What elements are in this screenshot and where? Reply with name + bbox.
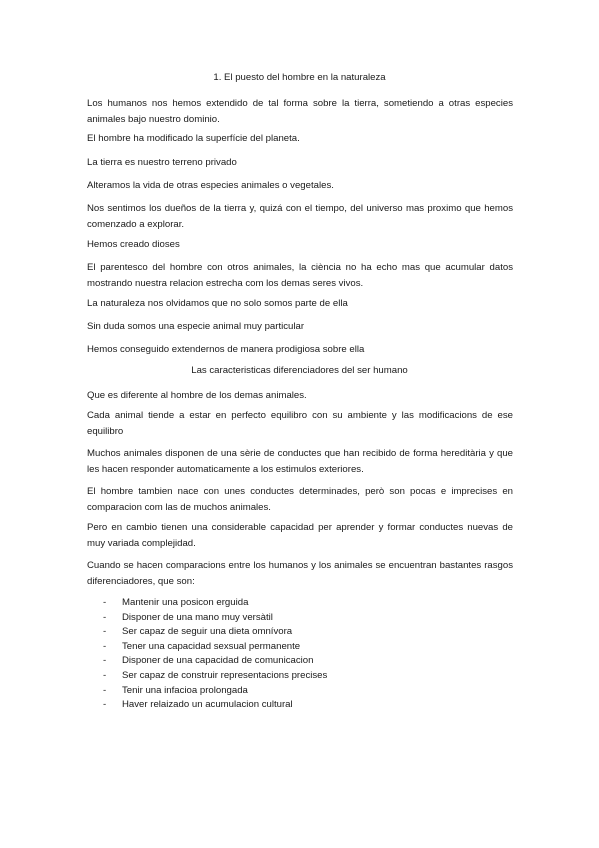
list-item xyxy=(87,669,513,684)
list-item-text: Disponer de una capacidad de comunicacion xyxy=(122,655,314,667)
dash-bullet: - xyxy=(103,640,107,652)
list-item-text: Tener una capacidad sexsual permanente xyxy=(122,640,301,652)
characteristics-list xyxy=(87,596,513,713)
section-subtitle: Las caracteristicas diferenciadores del ser humano xyxy=(191,365,408,376)
paragraph: Cada animal tiende a estar en perfecto equilibro con su ambiente y las modificacions de ese equilibro xyxy=(87,410,513,437)
dash-bullet: - xyxy=(103,626,107,638)
list-item xyxy=(87,654,513,669)
paragraph: Sin duda somos una especie animal muy particular xyxy=(87,321,305,332)
dash-bullet: - xyxy=(103,655,107,667)
list-item xyxy=(87,611,513,626)
paragraph: El hombre ha modificado la superfície del planeta. xyxy=(87,133,300,144)
paragraph: Los humanos nos hemos extendido de tal forma sobre la tierra, sometiendo a otras especies animales bajo nuestro dominio. xyxy=(87,98,513,125)
paragraph: Que es diferente al hombre de los demas animales. xyxy=(87,390,307,401)
list-item xyxy=(87,640,513,655)
list-item xyxy=(87,698,513,713)
list-item-text: Disponer de una mano muy versàtil xyxy=(122,611,273,623)
dash-bullet: - xyxy=(103,684,107,696)
paragraph: Hemos conseguido extendernos de manera prodigiosa sobre ella xyxy=(87,344,365,355)
dash-bullet: - xyxy=(103,699,107,711)
paragraph: Muchos animales disponen de una sèrie de conductes que han recibido de forma hereditària y que les hacen responder automaticamente a los estimulos exteriores. xyxy=(87,448,513,475)
paragraph: Nos sentimos los dueños de la tierra y, quizá con el tiempo, del universo mas proximo que hemos comenzado a explorar. xyxy=(87,203,513,230)
list-item-text: Ser capaz de construir representacions precises xyxy=(122,669,328,681)
paragraph: Pero en cambio tienen una considerable capacidad per aprender y formar conductes nuevas de muy variada complejidad. xyxy=(87,522,513,549)
list-item xyxy=(87,625,513,640)
list-item xyxy=(87,596,513,611)
paragraph: Alteramos la vida de otras especies animales o vegetales. xyxy=(87,180,334,191)
list-item-text: Ser capaz de seguir una dieta omnívora xyxy=(122,626,293,638)
paragraph: El hombre tambien nace con unes conductes determinades, però son pocas e imprecises en comparacion com las de muchos animales. xyxy=(87,486,513,513)
paragraph: La naturaleza nos olvidamos que no solo somos parte de ella xyxy=(87,298,348,309)
dash-bullet: - xyxy=(103,611,107,623)
paragraph: El parentesco del hombre con otros animales, la ciència no ha echo mas que acumular datos mostrando nuestra relacion estrecha com los demas seres vivos. xyxy=(87,262,513,289)
paragraph: Cuando se hacen comparacions entre los humanos y los animales se encuentran bastantes rasgos diferenciadores, que son: xyxy=(87,560,513,587)
list-item-text: Tenir una infacioa prolongada xyxy=(122,684,248,696)
dash-bullet: - xyxy=(103,669,107,681)
dash-bullet: - xyxy=(103,597,107,608)
paragraph: La tierra es nuestro terreno privado xyxy=(87,157,237,168)
paragraph: Hemos creado dioses xyxy=(87,239,180,250)
list-item xyxy=(87,684,513,699)
list-item-text: Mantenir una posicon erguida xyxy=(122,597,249,608)
list-item-text: Haver relaizado un acumulacion cultural xyxy=(122,699,293,711)
document-title: 1. El puesto del hombre en la naturaleza xyxy=(213,72,386,83)
